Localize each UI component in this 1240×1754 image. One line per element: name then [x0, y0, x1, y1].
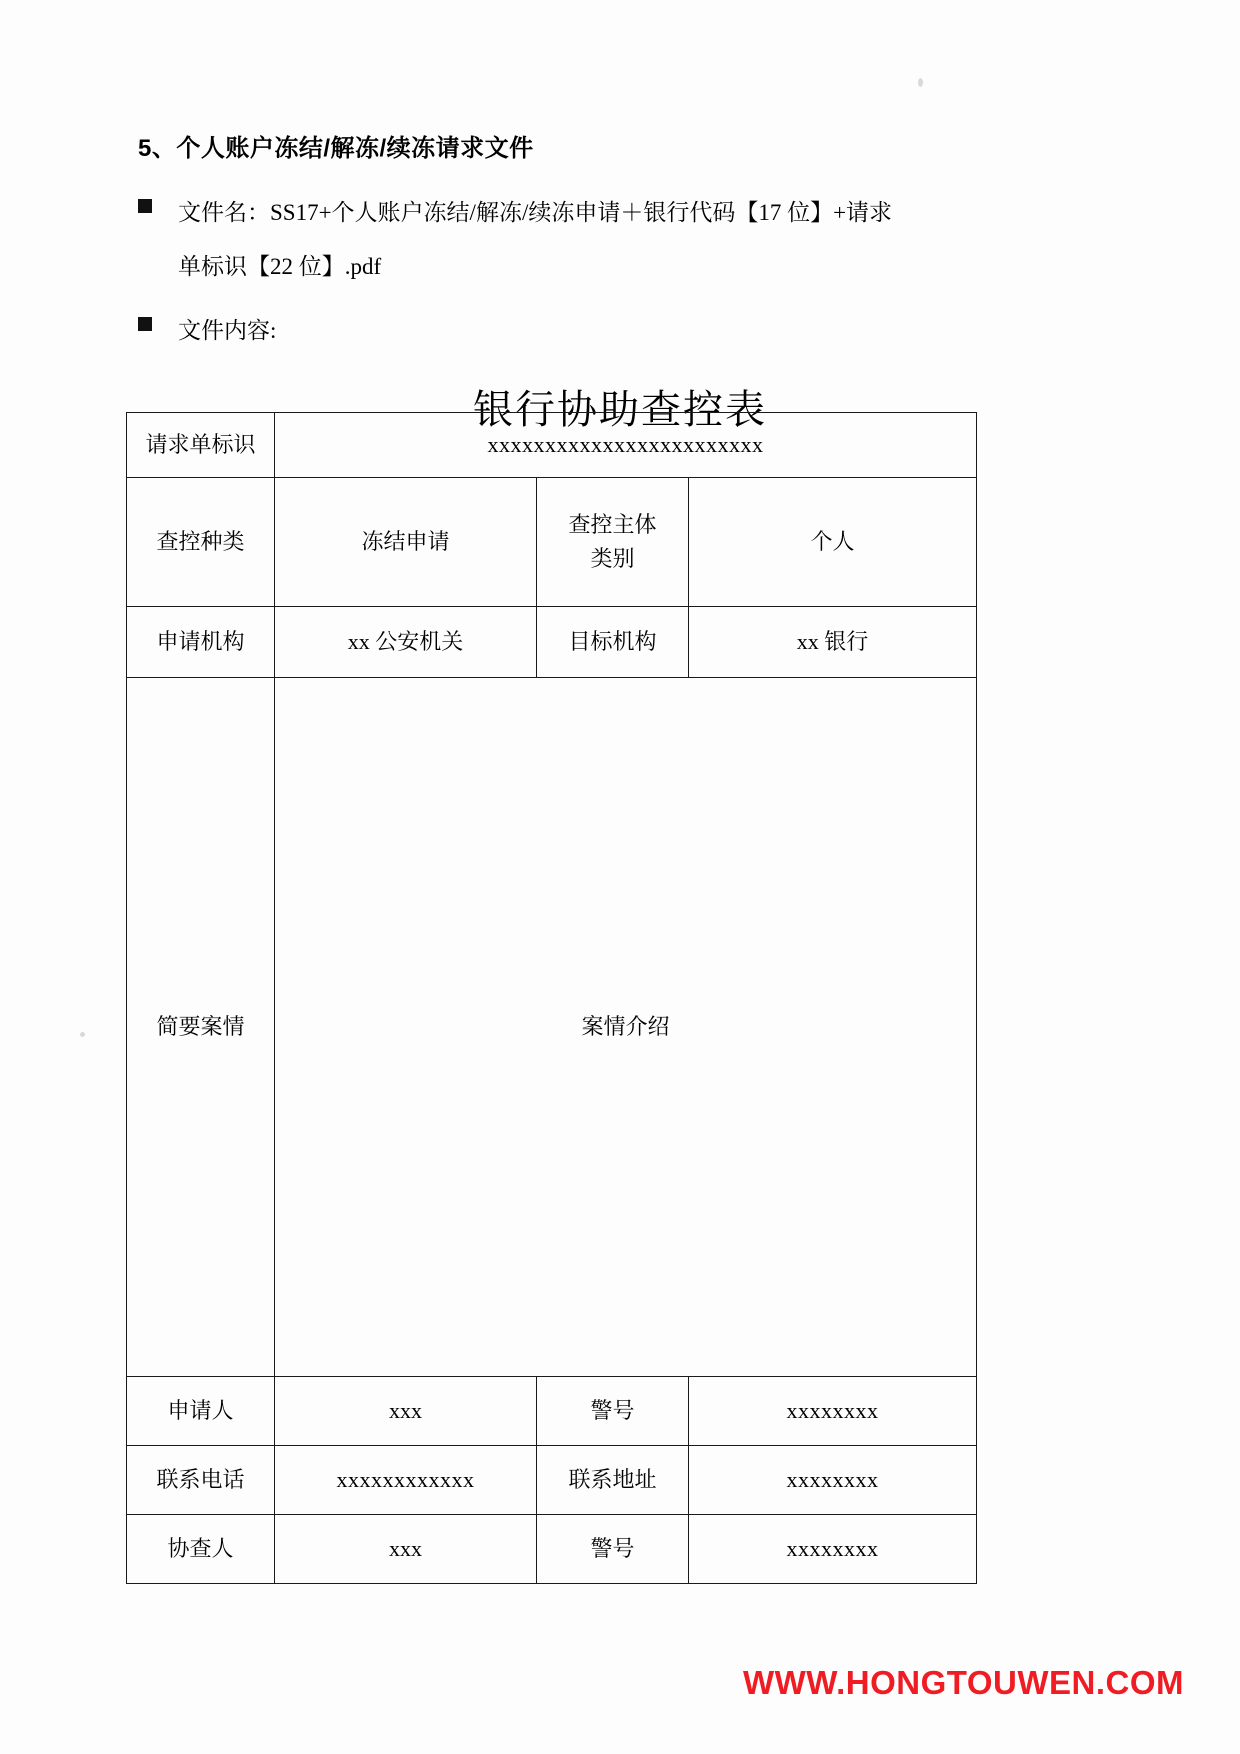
cell-request-id-label: 请求单标识 — [127, 413, 275, 478]
subject-type-label-line2: 类别 — [590, 546, 635, 571]
cell-case-summary-label: 简要案情 — [127, 678, 275, 1377]
table-row-assistant — [127, 1515, 977, 1584]
filename-line-2: 单标识【22 位】.pdf — [178, 253, 382, 279]
table-row-organizations — [127, 607, 977, 678]
cell-address-value[interactable]: xxxxxxxx — [689, 1446, 977, 1515]
cell-kind-value[interactable]: 冻结申请 — [275, 478, 537, 607]
page-title: 5、个人账户冻结/解冻/续冻请求文件 — [138, 135, 534, 162]
cell-request-id-value[interactable]: xxxxxxxxxxxxxxxxxxxxxxxx — [275, 413, 977, 478]
cell-applicant-badge-label: 警号 — [537, 1377, 689, 1446]
table-row-applicant — [127, 1377, 977, 1446]
cell-kind-label: 查控种类 — [127, 478, 275, 607]
square-bullet-icon — [138, 317, 152, 331]
cell-assistant-badge-label: 警号 — [537, 1515, 689, 1584]
table-row-case-summary — [127, 678, 977, 1377]
cell-phone-label: 联系电话 — [127, 1446, 275, 1515]
bank-assistance-form-table — [126, 412, 977, 1584]
cell-applicant-badge-value[interactable]: xxxxxxxx — [689, 1377, 977, 1446]
cell-phone-value[interactable]: xxxxxxxxxxxx — [275, 1446, 537, 1515]
cell-target-org-value[interactable]: xx 银行 — [689, 607, 977, 678]
cell-applicant-label: 申请人 — [127, 1377, 275, 1446]
cell-assistant-value[interactable]: xxx — [275, 1515, 537, 1584]
cell-address-label: 联系地址 — [537, 1446, 689, 1515]
filecontent-label: 文件内容: — [178, 317, 277, 343]
bullet-item-filename — [138, 186, 1098, 294]
square-bullet-icon — [138, 199, 152, 213]
filename-line-1: 文件名：SS17+个人账户冻结/解冻/续冻申请＋银行代码【17 位】+请求 — [178, 199, 893, 225]
bullet-item-filecontent-text — [178, 304, 1098, 358]
document-header — [138, 132, 1098, 368]
scan-speckle — [918, 78, 923, 87]
table-row-contact — [127, 1446, 977, 1515]
bullet-item-filename-text — [178, 186, 1098, 294]
cell-applicant-value[interactable]: xxx — [275, 1377, 537, 1446]
form-title: 银行协助查控表 — [473, 387, 767, 432]
cell-case-summary-value[interactable]: 案情介绍 — [275, 678, 977, 1377]
cell-assistant-badge-value[interactable]: xxxxxxxx — [689, 1515, 977, 1584]
bullet-item-filecontent — [138, 304, 1098, 358]
cell-apply-org-value[interactable]: xx 公安机关 — [275, 607, 537, 678]
scan-speckle — [80, 1032, 85, 1037]
cell-target-org-label: 目标机构 — [537, 607, 689, 678]
cell-apply-org-label: 申请机构 — [127, 607, 275, 678]
cell-assistant-label: 协查人 — [127, 1515, 275, 1584]
cell-subject-type-value[interactable]: 个人 — [689, 478, 977, 607]
subject-type-label-line1: 查控主体 — [568, 511, 657, 537]
cell-subject-type-label — [537, 478, 689, 607]
table-row-kind — [127, 478, 977, 607]
site-watermark: WWW.HONGTOUWEN.COM — [743, 1664, 1184, 1701]
table-row-request-id — [127, 413, 977, 478]
